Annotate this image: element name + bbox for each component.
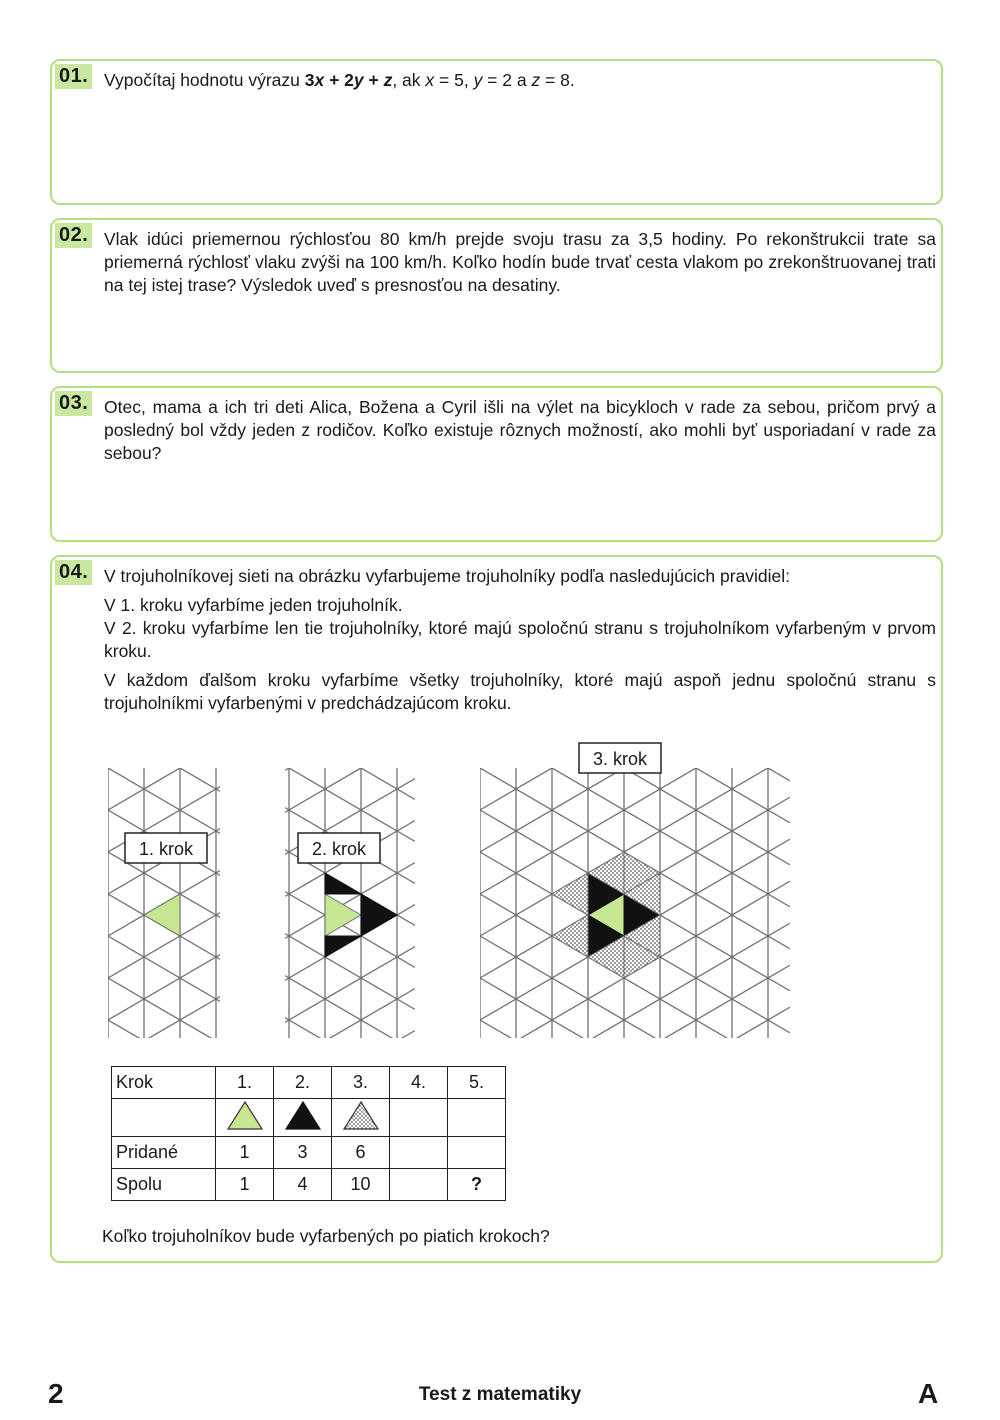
total-cell: 10 <box>332 1169 390 1201</box>
label-step-3 <box>579 743 661 773</box>
page-number: 2 <box>48 1378 64 1409</box>
triangle-dotted <box>552 873 588 915</box>
question-number: 04. <box>55 560 92 585</box>
footer-title: Test z matematiky <box>418 1384 582 1405</box>
added-cell: 1 <box>216 1137 274 1169</box>
triangle-green-icon <box>216 1099 274 1137</box>
grid-line <box>285 740 415 758</box>
shaded-triangles-step-1 <box>144 894 180 936</box>
table-row <box>112 1067 506 1099</box>
table-header-cell: Krok <box>112 1067 216 1099</box>
added-cell <box>390 1137 448 1169</box>
question-02-box <box>50 218 943 373</box>
added-cell: 3 <box>274 1137 332 1169</box>
question-03-box <box>50 386 943 542</box>
table-row <box>112 1137 506 1169</box>
triangle-dotted <box>552 915 588 957</box>
question-number: 02. <box>55 223 92 248</box>
triangle-black <box>325 873 361 894</box>
question-04-rule-1: V 1. kroku vyfarbíme jeden trojuholník. <box>104 595 403 615</box>
grid-line <box>285 947 415 1023</box>
grid-line <box>108 997 220 1050</box>
table-step-cell: 4. <box>390 1067 448 1099</box>
table-step-cell: 5. <box>448 1067 506 1099</box>
grid-step-1 <box>108 740 220 1050</box>
grid-line <box>285 976 415 1050</box>
grid-line <box>108 740 220 768</box>
label-step-3-text: 3. krok <box>592 749 648 769</box>
question-number: 03. <box>55 391 92 416</box>
total-cell: 1 <box>216 1169 274 1201</box>
grid-step-2 <box>285 740 415 1050</box>
grid-line <box>108 1020 220 1050</box>
triangle-black <box>325 936 361 957</box>
total-cell <box>390 1169 448 1201</box>
table-row <box>112 1169 506 1201</box>
grid-line <box>285 863 415 939</box>
grid-line <box>285 740 415 770</box>
label-step-1-text: 1. krok <box>138 839 194 859</box>
label-step-1 <box>125 833 207 863</box>
triangle-grid-figures <box>100 740 820 1050</box>
question-01-text: Vypočítaj hodnotu výrazu 3x + 2y + z, ak x = 5, y = 2 a z = 8. <box>104 70 575 90</box>
grid-line <box>285 892 415 968</box>
grid-line <box>285 934 415 1010</box>
row-label-total: Spolu <box>112 1169 216 1201</box>
grid-line <box>108 1039 220 1050</box>
question-number: 01. <box>55 64 92 89</box>
grid-line <box>285 1018 415 1050</box>
grid-line <box>108 740 220 749</box>
steps-table <box>111 1066 506 1201</box>
total-cell: ? <box>448 1169 506 1201</box>
label-step-2 <box>298 833 380 863</box>
grid-line <box>108 740 220 791</box>
question-04-final-question: Koľko trojuholníkov bude vyfarbených po piatich krokoch? <box>102 1226 550 1246</box>
shaded-triangles-step-3 <box>552 852 660 978</box>
question-04-text <box>104 565 936 715</box>
grid-line <box>285 1031 415 1051</box>
test-variant: A <box>918 1378 939 1409</box>
grid-line <box>285 766 415 842</box>
triangle-dotted-icon <box>332 1099 390 1137</box>
grid-line <box>480 965 790 1050</box>
grid-line <box>285 740 415 812</box>
grid-line <box>480 1049 790 1050</box>
label-step-2-text: 2. krok <box>311 839 367 859</box>
triangle-black-icon <box>274 1099 332 1137</box>
table-row <box>112 1099 506 1137</box>
triangle-green <box>325 894 361 936</box>
added-cell <box>448 1137 506 1169</box>
row-label-added: Pridané <box>112 1137 216 1169</box>
added-cell: 6 <box>332 1137 390 1169</box>
question-04-rule-2: V 2. kroku vyfarbíme len tie trojuholníky, ktoré majú spoločnú stranu s trojuholníkom vyfarbeným v prvom kroku. <box>104 618 936 661</box>
question-01-box <box>50 59 943 205</box>
table-step-cell: 3. <box>332 1067 390 1099</box>
table-step-cell: 2. <box>274 1067 332 1099</box>
question-02-text: Vlak idúci priemernou rýchlosťou 80 km/h prejde svoju trasu za 3,5 hodiny. Po rekonštrukcii trate sa priemerná rýchlosť vlaku zvýši na 100 km/h. Koľko hodín bude trvať cesta vlakom po zrekonštruovanej trati na tej istej trase? Výsledok uveď s presnosťou na desatiny. <box>104 229 936 295</box>
question-04-rule-3: V každom ďalšom kroku vyfarbíme všetky trojuholníky, ktoré majú aspoň jednu spoločnú stranu s trojuholníkmi vyfarbenými v predchádzajúcom kroku. <box>104 670 936 713</box>
triangle-green <box>144 894 180 936</box>
question-03-text: Otec, mama a ich tri deti Alica, Božena a Cyril išli na výlet na bicykloch v rade za sebou, pričom prvý a posledný bol vždy jeden z rodičov. Koľko existuje rôznych možností, ako mohli byť usporiadaní v rade za sebou? <box>104 397 936 463</box>
table-step-cell: 1. <box>216 1067 274 1099</box>
triangle-black <box>361 894 397 936</box>
question-04-intro: V trojuholníkovej sieti na obrázku vyfarbujeme trojuholníky podľa nasledujúcich pravidiel: <box>104 566 791 586</box>
total-cell: 4 <box>274 1169 332 1201</box>
